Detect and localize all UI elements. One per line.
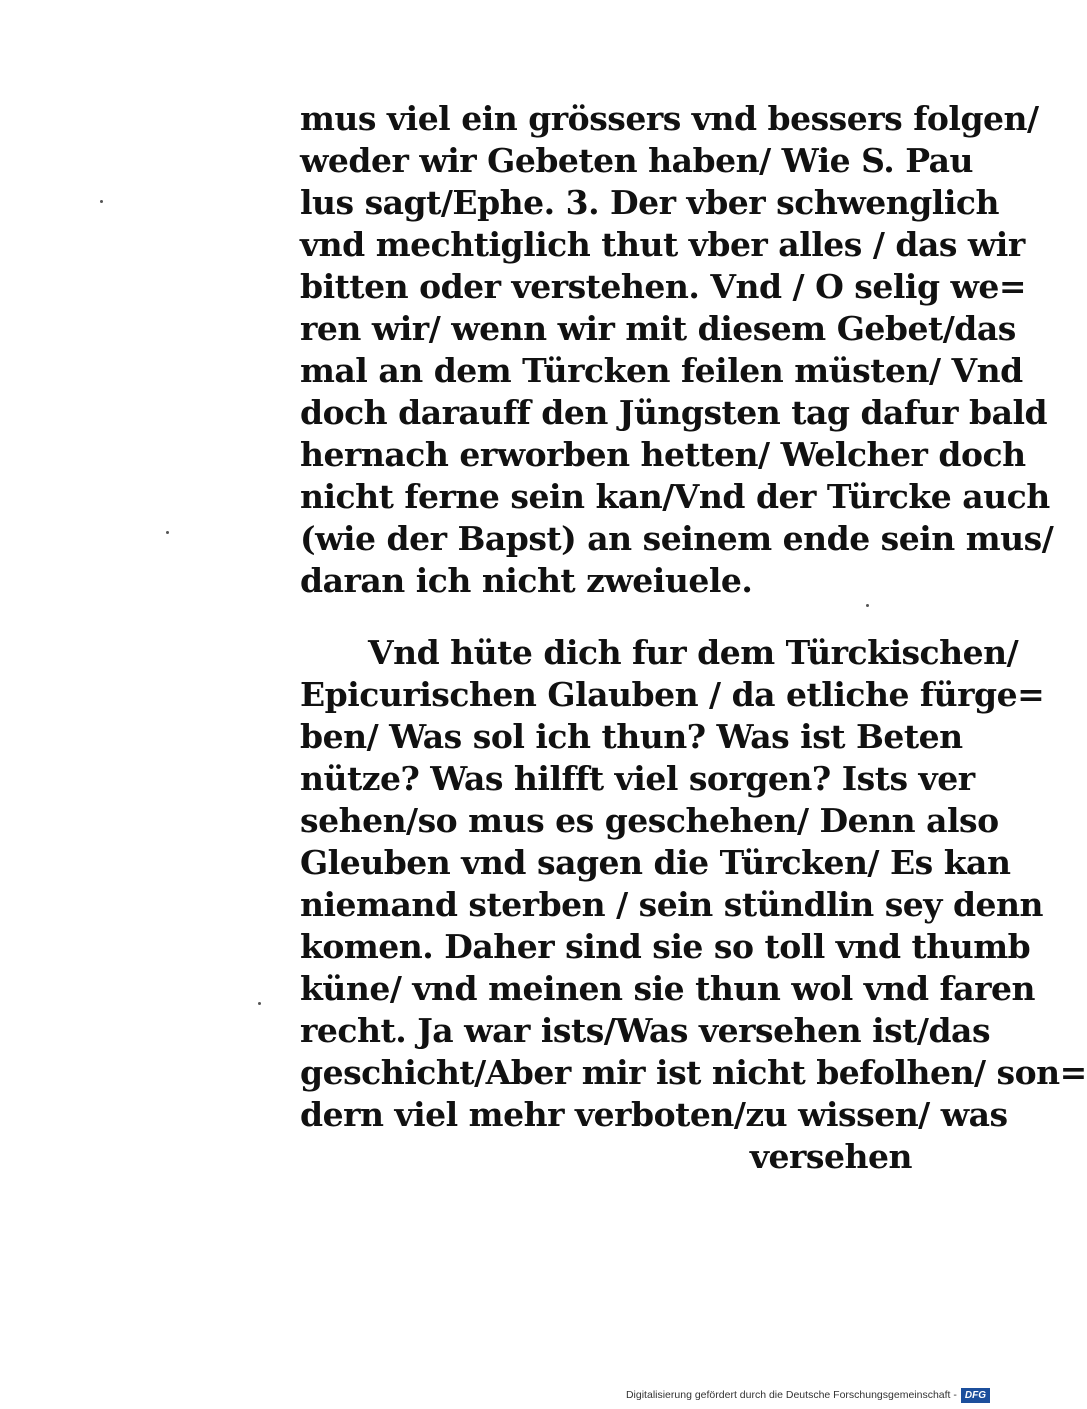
scan-speck — [100, 200, 103, 203]
paragraph-1 — [300, 98, 1054, 602]
text-line: dern viel mehr verboten/zu wissen/ was — [300, 1095, 1008, 1134]
scan-speck — [866, 604, 869, 607]
scan-speck — [258, 1002, 261, 1005]
text-line: bitten oder verstehen. Vnd / O selig we= — [300, 267, 1027, 306]
paragraph-2 — [300, 632, 1087, 1178]
text-line: nicht ferne sein kan/Vnd der Türcke auch — [300, 477, 1050, 516]
text-line: doch darauff den Jüngsten tag dafur bald — [300, 393, 1048, 432]
text-line: komen. Daher sind sie so toll vnd thumb — [300, 927, 1031, 966]
text-line: Vnd hüte dich fur dem Türckischen/ — [368, 633, 1019, 672]
scan-speck — [166, 531, 169, 534]
text-line: hernach erworben hetten/ Welcher doch — [300, 435, 1026, 474]
text-line: lus sagt/Ephe. 3. Der vber schwenglich — [300, 183, 999, 222]
text-line: niemand sterben / sein stündlin sey denn — [300, 885, 1043, 924]
text-line: küne/ vnd meinen sie thun wol vnd faren — [300, 969, 1035, 1008]
text-line: daran ich nicht zweiuele. — [300, 561, 753, 600]
dfg-footer — [626, 1387, 990, 1403]
text-line: recht. Ja war ists/Was versehen ist/das — [300, 1011, 991, 1050]
funding-note: Digitalisierung gefördert durch die Deutsche Forschungsgemeinschaft - — [625, 1389, 957, 1401]
text-line: geschicht/Aber mir ist nicht befolhen/ son= — [300, 1053, 1087, 1092]
text-line: sehen/so mus es geschehen/ Denn also — [300, 801, 999, 840]
text-line: mal an dem Türcken feilen müsten/ Vnd — [300, 351, 1023, 390]
text-line: ben/ Was sol ich thun? Was ist Beten — [300, 717, 963, 756]
text-line: weder wir Gebeten haben/ Wie S. Pau — [300, 141, 974, 180]
text-line: (wie der Bapst) an seinem ende sein mus/ — [300, 519, 1054, 558]
text-line: ren wir/ wenn wir mit diesem Gebet/das — [300, 309, 1016, 348]
text-line: nütze? Was hilfft viel sorgen? Ists ver — [300, 759, 975, 798]
text-line: Epicurischen Glauben / da etliche fürge= — [300, 675, 1045, 714]
text-line: mus viel ein grössers vnd bessers folgen/ — [300, 99, 1039, 138]
catchword: versehen — [749, 1137, 912, 1176]
dfg-logo-icon: DFG — [961, 1388, 990, 1403]
text-line: Gleuben vnd sagen die Türcken/ Es kan — [300, 843, 1011, 882]
text-line: vnd mechtiglich thut vber alles / das wir — [300, 225, 1025, 264]
